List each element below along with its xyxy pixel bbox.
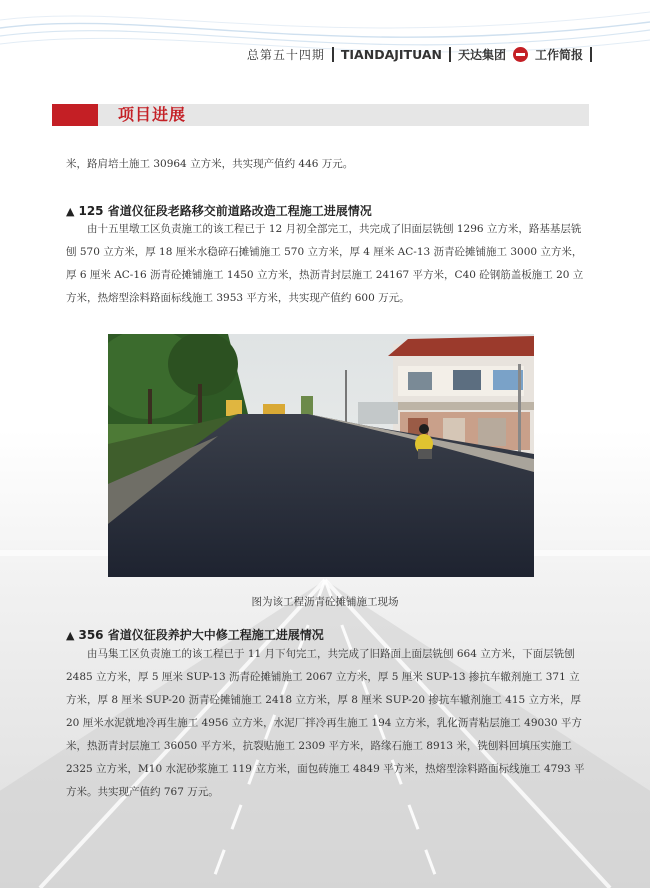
asphalt-paving-photo [108, 334, 534, 577]
header-wave-decoration [0, 0, 650, 75]
header-divider [332, 47, 334, 62]
header-divider [590, 47, 592, 62]
triangle-bullet-icon: ▲ [66, 629, 75, 642]
issue-number: 总第五十四期 [246, 48, 325, 62]
project1-heading [66, 202, 372, 219]
company-logo-icon [513, 47, 528, 62]
project1-title: 125 省道仪征段老路移交前道路改造工程施工进展情况 [78, 204, 372, 218]
header-divider [449, 47, 451, 62]
project2-title: 356 省道仪征段养护大中修工程施工进展情况 [78, 628, 324, 642]
group-name: 天达集团 [457, 48, 506, 62]
project2-heading [66, 626, 324, 643]
intro-paragraph: 米，路肩培土施工 30964 立方米，共实现产值约 446 万元。 [66, 158, 354, 170]
section-header-bar [52, 104, 589, 126]
bulletin-title: 工作简报 [534, 48, 583, 62]
section-accent-block [52, 104, 98, 126]
project2-body: 由马集工区负责施工的该工程已于 11 月下旬完工，共完成了旧路面上面层铣刨 664 立方米，下面层铣刨 2485 立方米，厚 5 厘米 SUP-13 沥青砼摊铺施工 2067 立方米，厚 5 厘米 SUP-13 掺抗车辙剂施工 371 立方米，厚 8 厘米 SUP-20 沥青砼摊铺施工 2418 立方米，厚 8 厘米 SUP-20 掺抗车辙剂施工 415 立方米，厚 20 厘米水泥就地冷再生施工 4956 立方米，水泥厂拌冷再生施工 194 立方米，乳化沥青粘层施工 49030 平方米，热沥青封层施工 36050 平方米，抗裂贴施工 2309 平方米，路缘石施工 8913 米，铣刨料回填压实施工 2325 立方米，M10 水泥砂浆施工 119 立方米，面包砖施工 4849 平方米，热熔型涂料路面标线施工 4793 平方米。共实现产值约 767 万元。 [66, 648, 585, 798]
project1-body: 由十五里墩工区负责施工的该工程已于 12 月初全部完工，共完成了旧面层铣刨 1296 立方米，路基基层铣刨 570 立方米，厚 18 厘米水稳碎石摊铺施工 570 立方米，厚 4 厘米 AC-13 沥青砼摊铺施工 3000 立方米，厚 6 厘米 AC-16 沥青砼摊铺施工 1450 立方米，热沥青封层施工 24167 平方米，C40 砼钢筋盖板施工 20 立方米，热熔型涂料路面标线施工 3953 平方米，共实现产值约 600 万元。 [66, 223, 584, 304]
triangle-bullet-icon: ▲ [66, 205, 75, 218]
brand-name: TIANDAJITUAN [340, 47, 442, 62]
photo-caption: 图为该工程沥青砼摊铺施工现场 [251, 596, 399, 608]
page-header [247, 46, 592, 63]
section-title: 项目进展 [118, 105, 187, 124]
